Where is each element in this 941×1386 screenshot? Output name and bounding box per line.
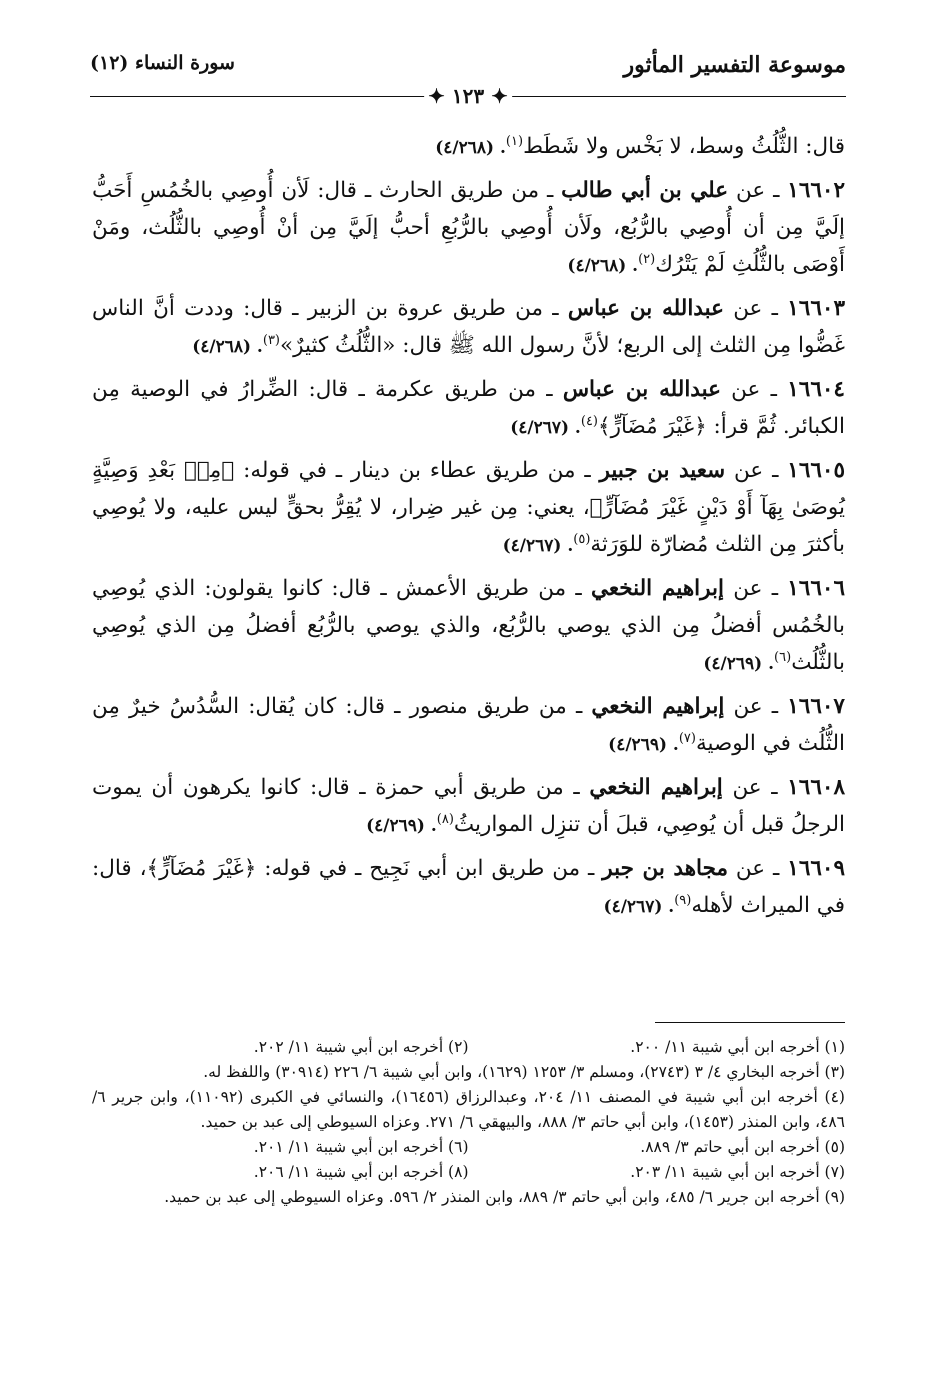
footnote-marker[interactable]: (٦) bbox=[774, 649, 792, 665]
volume-ref: . (٤/٢٦٩) bbox=[703, 654, 775, 674]
footnote: (٢) أخرجه ابن أبي شيبة ١١/ ٢٠٢. bbox=[253, 1038, 469, 1056]
entry-number: ١٦٦٠٤ bbox=[787, 377, 845, 402]
page-number: ✦ ١٢٣ ✦ bbox=[424, 84, 512, 108]
volume-ref: . (٤/٢٦٧) bbox=[502, 536, 574, 556]
volume-ref: . (٤/٢٦٨) bbox=[192, 337, 263, 357]
footnote-marker[interactable]: (٨) bbox=[436, 811, 454, 827]
footnote-row bbox=[92, 1160, 845, 1185]
footnote-marker[interactable]: (١) bbox=[505, 133, 524, 149]
entry: ١٦٦٠٦ ـ عن إبراهيم النخعي ـ من طريق الأعمش ـ قال: كانوا يقولون: الذي يُوصِي بالخُمُس أفضلُ مِن الذي يوصي بالرُّبُع، والذي يوصي بالرُّبُع أفضلُ مِن الذي يُوصِي بالثُّلُث$^{(٦)}$. (٤/٢٦٩) bbox=[92, 576, 845, 675]
volume-ref: . (٤/٢٦٨) bbox=[435, 138, 506, 158]
footnote-marker[interactable]: (٤) bbox=[580, 413, 598, 429]
footnote: (٥) أخرجه ابن أبي حاتم ٣/ ٨٨٩. bbox=[640, 1138, 845, 1156]
footnote-marker[interactable]: (٥) bbox=[573, 531, 591, 547]
entry-author: مجاهد بن جبر bbox=[602, 856, 728, 881]
entry-number: ١٦٦٠٩ bbox=[787, 856, 846, 881]
page-header bbox=[90, 52, 846, 108]
entry-author: إبراهيم النخعي bbox=[591, 694, 725, 719]
footnote-separator bbox=[655, 1022, 845, 1023]
volume-ref: . (٤/٢٦٧) bbox=[603, 897, 675, 917]
entry-number: ١٦٦٠٧ bbox=[787, 694, 845, 719]
volume-ref: . (٤/٢٦٩) bbox=[366, 816, 437, 836]
footnote: (٣) أخرجه البخاري ٤/ ٣ (٢٧٤٣)، ومسلم ٣/ ١٢٥٣ (١٦٢٩)، وابن أبي شيبة ٦/ ٢٢٦ (٣٠٩١٤) واللفظ له. bbox=[203, 1063, 845, 1081]
entry-author: سعيد بن جبير bbox=[599, 458, 726, 483]
footnote-marker[interactable]: (٣) bbox=[262, 332, 280, 348]
entry-author: عبدالله بن عباس bbox=[567, 296, 724, 321]
entry: ١٦٦٠٥ ـ عن سعيد بن جبير ـ من طريق عطاء بن دينار ـ في قوله: ﴿مِنۢ بَعْدِ وَصِيَّةٍ يُوصَىٰ بِهَآ أَوْ دَيْنٍ غَيْرَ مُضَآرٍّ﴾، يعني: مِن غير ضِرار، لا يُقِرُّ بحقٍّ ليس عليه، ولا يُوصِي بأكثرَ مِن الثلث مُضارّة للوَرَثة$^{(٥)}$. (٤/٢٦٧) bbox=[92, 458, 846, 557]
entry-number: ١٦٦٠٣ bbox=[787, 296, 845, 321]
entry: ١٦٦٠٣ ـ عن عبدالله بن عباس ـ من طريق عروة بن الزبير ـ قال: وددت أنَّ الناس غَضُّوا مِن الثلث إلى الربع؛ لأنَّ رسول الله ﷺ قال: «الثُّلُثُ كثيرٌ»$^{(٣)}$. (٤/٢٦٨) bbox=[92, 296, 845, 358]
main-text bbox=[92, 128, 845, 931]
entry: ١٦٦٠٧ ـ عن إبراهيم النخعي ـ من طريق منصور ـ قال: كان يُقال: السُّدُسُ خيرٌ مِن الثُّلُث في الوصية$^{(٧)}$. (٤/٢٦٩) bbox=[92, 694, 845, 756]
footnote: (٦) أخرجه ابن أبي شيبة ١١/ ٢٠١. bbox=[253, 1138, 469, 1156]
footnote-marker[interactable]: (٧) bbox=[678, 730, 696, 746]
entry-author: علي بن أبي طالب bbox=[561, 178, 729, 203]
footnote-marker[interactable]: (٢) bbox=[638, 251, 656, 267]
footnote: (٧) أخرجه ابن أبي شيبة ١١/ ٢٠٣. bbox=[630, 1163, 845, 1181]
entry-continuation: قال: الثُّلُثُ وسط، لا بَخْس ولا شَطَط$^{(١)}$. (٤/٢٦٨) bbox=[435, 133, 845, 159]
footnote-row bbox=[92, 1035, 845, 1060]
footnote: (٤) أخرجه ابن أبي شيبة في المصنف ١١/ ٢٠٤، وعبدالرزاق (١٦٤٥٦)، والنسائي في الكبرى (١١٠٩٢)، وابن جرير ٦/ ٤٨٦، وابن المنذر (١٤٥٣)، وابن أبي حاتم ٣/ ٨٨٨، والبيهقي ٦/ ٢٧١. وعزاه السيوطي إلى عبد بن حميد. bbox=[92, 1088, 845, 1131]
entry: ١٦٦٠٢ ـ عن علي بن أبي طالب ـ من طريق الحارث ـ قال: لَأن أُوصِي بالخُمُسِ أَحَبُّ إلَيَّ مِن أن أُوصِي بالرُّبُع، ولَأن أُوصِي بالرُّبُعِ أحبُّ إلَيَّ مِن أنْ أُوصِي بالثُّلُث، ومَنْ أَوْصَى بالثُّلُثِ لَمْ يَتْرُك$^{(٢)}$. (٤/٢٦٨) bbox=[92, 178, 846, 277]
footnotes bbox=[92, 1035, 845, 1210]
entry-number: ١٦٦٠٢ bbox=[787, 178, 846, 203]
footnote-row bbox=[92, 1135, 845, 1160]
entry-number: ١٦٦٠٦ bbox=[787, 576, 845, 601]
footnote: (٩) أخرجه ابن جرير ٦/ ٤٨٥، وابن أبي حاتم ٣/ ٨٨٩، وابن المنذر ٢/ ٥٩٦. وعزاه السيوطي إلى عبد بن حميد. bbox=[164, 1188, 845, 1206]
entry-author: إبراهيم النخعي bbox=[590, 576, 724, 601]
book-title: موسوعة التفسير المأثور bbox=[623, 52, 846, 78]
volume-ref: . (٤/٢٦٨) bbox=[567, 256, 639, 276]
volume-ref: . (٤/٢٦٩) bbox=[608, 735, 679, 755]
entry: ١٦٦٠٤ ـ عن عبدالله بن عباس ـ من طريق عكرمة ـ قال: الضِّرارُ في الوصية مِن الكبائر. ثُمَّ قرأ: ﴿غَيْرَ مُضَآرٍّ﴾$^{(٤)}$. (٤/٢٦٧) bbox=[92, 377, 845, 439]
entry-number: ١٦٦٠٨ bbox=[787, 775, 845, 800]
footnote-marker[interactable]: (٩) bbox=[674, 892, 692, 908]
entry: ١٦٦٠٨ ـ عن إبراهيم النخعي ـ من طريق أبي حمزة ـ قال: كانوا يكرهون أن يموت الرجلُ قبل أن يُوصِي، قبلَ أن تنزِل المواريثُ$^{(٨)}$. (٤/٢٦٩) bbox=[92, 775, 845, 837]
entry-number: ١٦٦٠٥ bbox=[787, 458, 846, 483]
entry: ١٦٦٠٩ ـ عن مجاهد بن جبر ـ من طريق ابن أبي نَجِيح ـ في قوله: ﴿غَيْرَ مُضَآرٍّ﴾، قال: في الميراث لأهله$^{(٩)}$. (٤/٢٦٧) bbox=[92, 856, 846, 918]
entry-author: إبراهيم النخعي bbox=[589, 775, 723, 800]
entry-author: عبدالله بن عباس bbox=[562, 377, 721, 402]
footnote: (١) أخرجه ابن أبي شيبة ١١/ ٢٠٠. bbox=[630, 1038, 845, 1056]
surah-title: سورة النساء (١٢) bbox=[90, 52, 235, 74]
footnote: (٨) أخرجه ابن أبي شيبة ١١/ ٢٠٦. bbox=[253, 1163, 469, 1181]
volume-ref: . (٤/٢٦٧) bbox=[510, 418, 581, 438]
